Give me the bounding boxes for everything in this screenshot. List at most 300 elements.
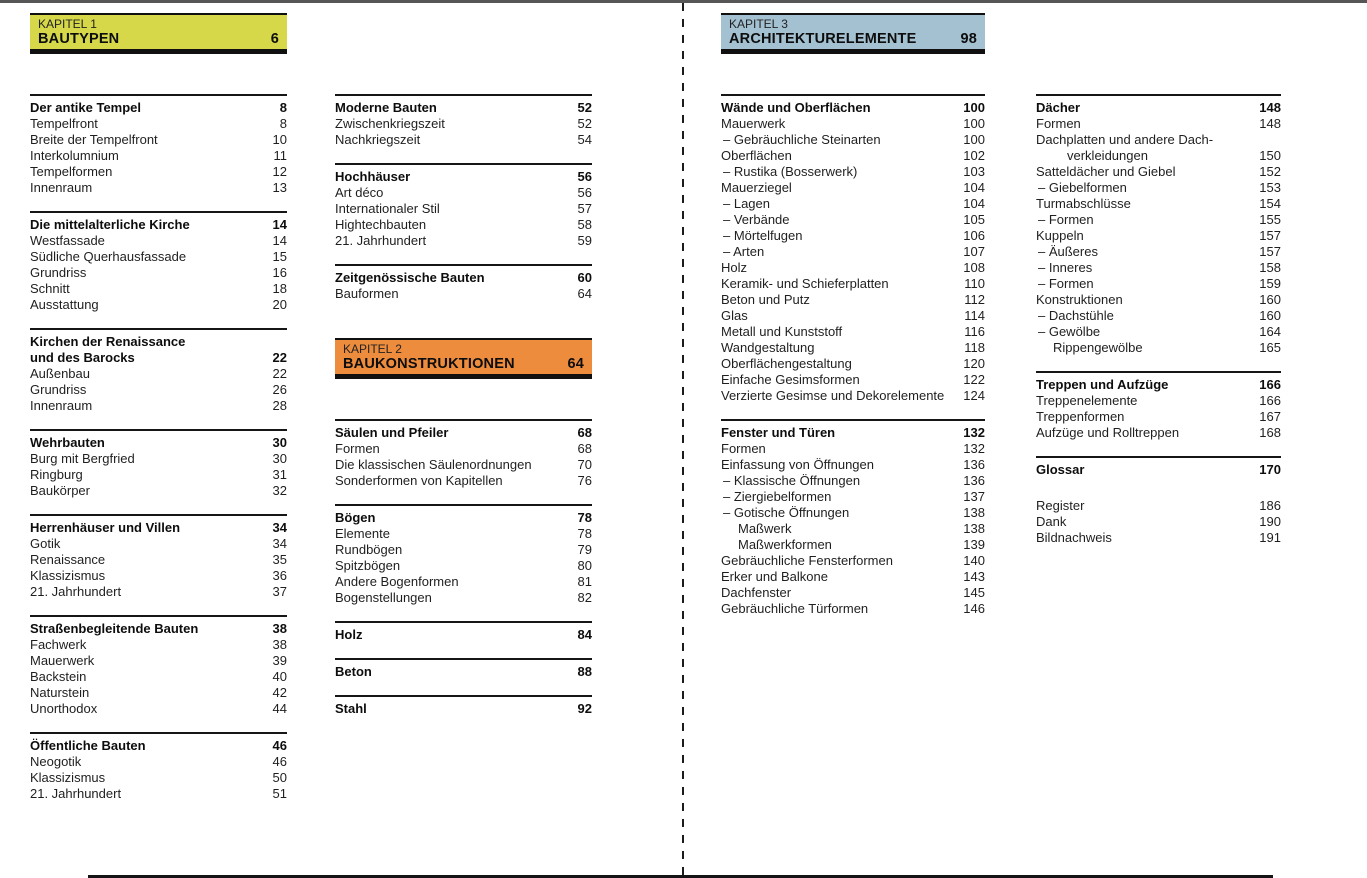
section-page-number: 22 xyxy=(272,350,287,365)
section-title-label: Treppen und Aufzüge xyxy=(1036,377,1169,392)
entry-page-number: 14 xyxy=(272,233,287,248)
entry-label: Die klassischen Säulenordnungen xyxy=(335,457,532,472)
toc-entry xyxy=(30,132,287,148)
entry-page-number: 34 xyxy=(272,536,287,551)
entry-page-number: 37 xyxy=(272,584,287,599)
toc-entry xyxy=(1036,530,1281,546)
entry-label: Grundriss xyxy=(30,265,87,280)
entry-page-number: 32 xyxy=(272,483,287,498)
section-page-number: 56 xyxy=(577,169,592,184)
entry-page-number: 56 xyxy=(577,185,592,200)
entry-label: – Gewölbe xyxy=(1038,324,1101,339)
toc-entry xyxy=(335,526,592,542)
toc-entry xyxy=(335,286,592,302)
entry-page-number: 28 xyxy=(272,398,287,413)
entry-page-number: 137 xyxy=(963,489,985,504)
toc-entry xyxy=(30,669,287,685)
entry-page-number: 168 xyxy=(1259,425,1281,440)
entry-label: 21. Jahrhundert xyxy=(30,786,122,801)
toc-section-heading xyxy=(30,621,287,637)
entry-label: – Lagen xyxy=(723,196,770,211)
entry-page-number: 150 xyxy=(1259,148,1281,163)
entry-page-number: 31 xyxy=(272,467,287,482)
toc-entry xyxy=(335,217,592,233)
toc-entry xyxy=(721,116,985,132)
entry-page-number: 50 xyxy=(272,770,287,785)
section-title-label: Kirchen der Renaissance xyxy=(30,334,186,349)
entry-label: Ausstattung xyxy=(30,297,99,312)
entry-label: Bogenstellungen xyxy=(335,590,432,605)
toc-column-1 xyxy=(30,13,287,802)
entry-label: Einfassung von Öffnungen xyxy=(721,457,874,472)
entry-page-number: 120 xyxy=(963,356,985,371)
section-title-label: Dächer xyxy=(1036,100,1081,115)
entry-label: Innenraum xyxy=(30,398,93,413)
section-title-label: Moderne Bauten xyxy=(335,100,437,115)
toc-entry xyxy=(30,281,287,297)
entry-page-number: 139 xyxy=(963,537,985,552)
toc-entry xyxy=(721,212,985,228)
entry-label: Bildnachweis xyxy=(1036,530,1112,545)
section-title-label: Säulen und Pfeiler xyxy=(335,425,449,440)
toc-section xyxy=(1036,371,1281,441)
entry-label: Zwischenkriegszeit xyxy=(335,116,445,131)
entry-label: Rundbögen xyxy=(335,542,403,557)
entry-label: Aufzüge und Rolltreppen xyxy=(1036,425,1180,440)
toc-column-3 xyxy=(721,13,985,617)
entry-label: 21. Jahrhundert xyxy=(335,233,427,248)
toc-entry xyxy=(721,505,985,521)
entry-label: Glas xyxy=(721,308,748,323)
toc-section xyxy=(1036,456,1281,478)
toc-entry xyxy=(30,552,287,568)
section-page-number: 92 xyxy=(577,701,592,716)
entry-page-number: 153 xyxy=(1259,180,1281,195)
chapter-title-label: BAUTYPEN xyxy=(38,31,120,47)
entry-label: Register xyxy=(1036,498,1085,513)
toc-entry xyxy=(1036,164,1281,180)
entry-page-number: 154 xyxy=(1259,196,1281,211)
entry-page-number: 64 xyxy=(577,286,592,301)
toc-section xyxy=(335,94,592,148)
entry-label: Dachplatten und andere Dach- xyxy=(1036,132,1214,147)
toc-entry xyxy=(1036,228,1281,244)
toc-section xyxy=(335,264,592,302)
entry-page-number: 8 xyxy=(279,116,287,131)
entry-page-number: 152 xyxy=(1259,164,1281,179)
entry-page-number: 164 xyxy=(1259,324,1281,339)
entry-page-number: 143 xyxy=(963,569,985,584)
entry-label: Spitzbögen xyxy=(335,558,401,573)
entry-label: Außenbau xyxy=(30,366,90,381)
section-page-number: 38 xyxy=(272,621,287,636)
entry-label: Formen xyxy=(721,441,766,456)
toc-entry xyxy=(335,116,592,132)
entry-page-number: 166 xyxy=(1259,393,1281,408)
toc-entry xyxy=(721,388,985,404)
entry-label: – Äußeres xyxy=(1038,244,1098,259)
entry-label: Kuppeln xyxy=(1036,228,1084,243)
entry-page-number: 70 xyxy=(577,457,592,472)
entry-page-number: 112 xyxy=(964,292,985,307)
entry-label: Gotik xyxy=(30,536,61,551)
entry-page-number: 100 xyxy=(963,116,985,131)
toc-section-heading xyxy=(1036,462,1281,478)
entry-page-number: 146 xyxy=(963,601,985,616)
toc-entry xyxy=(1036,148,1281,164)
entry-label: Mauerziegel xyxy=(721,180,792,195)
entry-label: Burg mit Bergfried xyxy=(30,451,135,466)
entry-page-number: 132 xyxy=(963,441,985,456)
toc-section-heading xyxy=(1036,377,1281,393)
section-page-number: 14 xyxy=(272,217,287,232)
toc-entry xyxy=(335,457,592,473)
entry-label: Rippengewölbe xyxy=(1053,340,1143,355)
section-title-label: Herrenhäuser und Villen xyxy=(30,520,181,535)
chapter-kicker-label: KAPITEL 2 xyxy=(343,342,402,356)
entry-page-number: 157 xyxy=(1259,228,1281,243)
chapter-header xyxy=(335,338,592,379)
toc-column-4 xyxy=(1036,13,1281,546)
toc-entry xyxy=(721,308,985,324)
toc-entry xyxy=(30,685,287,701)
toc-entry xyxy=(30,786,287,802)
entry-label: Metall und Kunststoff xyxy=(721,324,843,339)
entry-page-number: 58 xyxy=(577,217,592,232)
entry-label: Schnitt xyxy=(30,281,70,296)
toc-section xyxy=(721,419,985,617)
toc-section-heading xyxy=(335,510,592,526)
section-title-label: Zeitgenössische Bauten xyxy=(335,270,485,285)
entry-label: Formen xyxy=(335,441,380,456)
toc-entry xyxy=(335,233,592,249)
entry-label: Dachfenster xyxy=(721,585,792,600)
toc-entry xyxy=(721,276,985,292)
section-page-number: 46 xyxy=(272,738,287,753)
entry-page-number: 106 xyxy=(963,228,985,243)
toc-entry xyxy=(721,537,985,553)
entry-label: Beton und Putz xyxy=(721,292,810,307)
entry-label: Konstruktionen xyxy=(1036,292,1123,307)
entry-page-number: 124 xyxy=(963,388,985,403)
entry-label: Backstein xyxy=(30,669,87,684)
toc-entry xyxy=(721,521,985,537)
entry-label: Gebräuchliche Türformen xyxy=(721,601,869,616)
entry-page-number: 39 xyxy=(272,653,287,668)
section-page-number: 34 xyxy=(272,520,287,535)
entry-page-number: 155 xyxy=(1259,212,1281,227)
entry-label: Tempelfront xyxy=(30,116,98,131)
toc-entry xyxy=(1036,514,1281,530)
entry-label: Erker und Balkone xyxy=(721,569,828,584)
toc-section-heading xyxy=(335,627,592,643)
entry-page-number: 57 xyxy=(577,201,592,216)
toc-entry xyxy=(1036,276,1281,292)
entry-page-number: 114 xyxy=(964,308,985,323)
toc-section xyxy=(335,658,592,680)
toc-entry xyxy=(30,637,287,653)
entry-label: Dank xyxy=(1036,514,1067,529)
toc-section-heading xyxy=(1036,100,1281,116)
toc-section-heading xyxy=(335,169,592,185)
section-title-label: und des Barocks xyxy=(30,350,135,365)
toc-section xyxy=(1036,94,1281,356)
chapter-header xyxy=(721,13,985,54)
entry-label: Interkolumnium xyxy=(30,148,119,163)
entry-page-number: 22 xyxy=(272,366,287,381)
entry-page-number: 78 xyxy=(577,526,592,541)
entry-page-number: 160 xyxy=(1259,308,1281,323)
entry-label: Internationaler Stil xyxy=(335,201,440,216)
entry-label: Oberflächen xyxy=(721,148,792,163)
entry-label: Ringburg xyxy=(30,467,83,482)
entry-page-number: 116 xyxy=(964,324,985,339)
toc-section xyxy=(335,504,592,606)
toc-entry xyxy=(1036,324,1281,340)
toc-section xyxy=(335,621,592,643)
toc-entry xyxy=(721,601,985,617)
entry-label: Unorthodox xyxy=(30,701,98,716)
toc-entry xyxy=(30,701,287,717)
entry-label: Klassizismus xyxy=(30,568,106,583)
entry-label: Maßwerkformen xyxy=(738,537,832,552)
entry-label: Mauerwerk xyxy=(30,653,95,668)
entry-label: – Ziergiebelformen xyxy=(723,489,832,504)
toc-entry xyxy=(335,574,592,590)
section-title-label: Hochhäuser xyxy=(335,169,411,184)
toc-entry xyxy=(30,164,287,180)
toc-section-heading xyxy=(335,425,592,441)
toc-entry xyxy=(721,292,985,308)
toc-entry xyxy=(335,201,592,217)
entry-label: Treppenelemente xyxy=(1036,393,1138,408)
entry-page-number: 108 xyxy=(963,260,985,275)
toc-entry xyxy=(30,116,287,132)
toc-entry xyxy=(30,148,287,164)
entry-page-number: 190 xyxy=(1259,514,1281,529)
toc-entry xyxy=(30,584,287,600)
toc-entry xyxy=(721,132,985,148)
toc-section-heading xyxy=(30,334,287,350)
toc-entry xyxy=(30,770,287,786)
toc-entry xyxy=(1036,244,1281,260)
entry-label: Baukörper xyxy=(30,483,90,498)
entry-page-number: 122 xyxy=(963,372,985,387)
entry-label: – Rustika (Bosserwerk) xyxy=(723,164,858,179)
toc-entry xyxy=(721,148,985,164)
section-page-number: 84 xyxy=(577,627,592,642)
toc-entry xyxy=(30,180,287,196)
toc-entry xyxy=(30,398,287,414)
entry-label: Fachwerk xyxy=(30,637,87,652)
section-page-number: 30 xyxy=(272,435,287,450)
section-page-number: 8 xyxy=(279,100,287,115)
entry-page-number: 20 xyxy=(272,297,287,312)
entry-page-number: 51 xyxy=(272,786,287,801)
toc-entry xyxy=(335,590,592,606)
toc-entry xyxy=(1036,260,1281,276)
chapter-title-row xyxy=(38,31,279,47)
toc-entry xyxy=(721,164,985,180)
entry-page-number: 136 xyxy=(963,457,985,472)
entry-label: Oberflächengestaltung xyxy=(721,356,852,371)
toc-entry xyxy=(1036,425,1281,441)
entry-page-number: 12 xyxy=(272,164,287,179)
entry-page-number: 79 xyxy=(577,542,592,557)
entry-page-number: 145 xyxy=(963,585,985,600)
toc-entry xyxy=(335,185,592,201)
entry-label: Westfassade xyxy=(30,233,105,248)
entry-label: verkleidungen xyxy=(1067,148,1148,163)
section-title-label: Beton xyxy=(335,664,372,679)
entry-label: – Giebelformen xyxy=(1038,180,1127,195)
toc-section-heading xyxy=(335,270,592,286)
section-page-number: 170 xyxy=(1259,462,1281,477)
toc-entry xyxy=(1036,340,1281,356)
toc-section xyxy=(335,695,592,717)
entry-label: – Klassische Öffnungen xyxy=(723,473,861,488)
entry-label: Neogotik xyxy=(30,754,82,769)
entry-page-number: 76 xyxy=(577,473,592,488)
toc-entry xyxy=(335,542,592,558)
chapter-title-label: BAUKONSTRUKTIONEN xyxy=(343,356,515,372)
entry-page-number: 46 xyxy=(272,754,287,769)
chapter-title-label: ARCHITEKTURELEMENTE xyxy=(729,31,917,47)
entry-page-number: 191 xyxy=(1259,530,1281,545)
toc-entry xyxy=(721,196,985,212)
entry-label: Südliche Querhausfassade xyxy=(30,249,187,264)
toc-entry xyxy=(30,249,287,265)
toc-section-heading xyxy=(721,425,985,441)
entry-label: Art déco xyxy=(335,185,384,200)
entry-page-number: 105 xyxy=(963,212,985,227)
entry-label: – Mörtelfugen xyxy=(723,228,803,243)
entry-label: Tempelformen xyxy=(30,164,113,179)
toc-entry xyxy=(30,467,287,483)
toc-entry xyxy=(721,473,985,489)
entry-label: Satteldächer und Giebel xyxy=(1036,164,1176,179)
entry-page-number: 40 xyxy=(272,669,287,684)
toc-section-heading xyxy=(30,738,287,754)
entry-page-number: 100 xyxy=(963,132,985,147)
entry-label: – Dachstühle xyxy=(1038,308,1114,323)
section-title-label: Der antike Tempel xyxy=(30,100,142,115)
toc-entry xyxy=(721,228,985,244)
toc-entry xyxy=(1036,498,1281,514)
entry-page-number: 103 xyxy=(963,164,985,179)
entry-page-number: 118 xyxy=(964,340,985,355)
entry-page-number: 102 xyxy=(963,148,985,163)
entry-label: Keramik- und Schieferplatten xyxy=(721,276,889,291)
entry-page-number: 82 xyxy=(577,590,592,605)
toc-entry xyxy=(1036,393,1281,409)
toc-section xyxy=(30,514,287,600)
toc-entry xyxy=(30,382,287,398)
section-title-label: Straßenbegleitende Bauten xyxy=(30,621,199,636)
toc-section xyxy=(1036,493,1281,546)
toc-entry xyxy=(1036,292,1281,308)
toc-entry xyxy=(335,558,592,574)
toc-entry xyxy=(335,441,592,457)
toc-section xyxy=(30,211,287,313)
toc-entry xyxy=(30,233,287,249)
section-title-label: Holz xyxy=(335,627,363,642)
toc-entry xyxy=(30,653,287,669)
entry-label: Turmabschlüsse xyxy=(1036,196,1131,211)
toc-entry xyxy=(1036,308,1281,324)
entry-label: Naturstein xyxy=(30,685,90,700)
entry-page-number: 30 xyxy=(272,451,287,466)
entry-page-number: 148 xyxy=(1259,116,1281,131)
toc-section-heading xyxy=(335,701,592,717)
entry-label: – Gebräuchliche Steinarten xyxy=(723,132,881,147)
entry-label: – Formen xyxy=(1038,212,1094,227)
entry-page-number: 159 xyxy=(1259,276,1281,291)
entry-label: Innenraum xyxy=(30,180,93,195)
section-page-number: 88 xyxy=(577,664,592,679)
entry-page-number: 26 xyxy=(272,382,287,397)
toc-entry xyxy=(30,265,287,281)
section-page-number: 100 xyxy=(963,100,985,115)
entry-label: Sonderformen von Kapitellen xyxy=(335,473,503,488)
entry-label: Gebräuchliche Fensterformen xyxy=(721,553,893,568)
entry-page-number: 140 xyxy=(963,553,985,568)
chapter-header xyxy=(30,13,287,54)
entry-page-number: 10 xyxy=(272,132,287,147)
section-title-label: Fenster und Türen xyxy=(721,425,836,440)
toc-section xyxy=(335,163,592,249)
toc-entry xyxy=(30,451,287,467)
toc-entry xyxy=(721,441,985,457)
toc-section xyxy=(30,429,287,499)
entry-page-number: 52 xyxy=(577,116,592,131)
entry-page-number: 167 xyxy=(1259,409,1281,424)
toc-section xyxy=(30,94,287,196)
entry-page-number: 38 xyxy=(272,637,287,652)
toc-entry xyxy=(1036,132,1281,148)
page-divider-dashed-line xyxy=(682,3,684,878)
entry-label: – Gotische Öffnungen xyxy=(723,505,850,520)
entry-page-number: 104 xyxy=(963,196,985,211)
entry-page-number: 165 xyxy=(1259,340,1281,355)
toc-entry xyxy=(721,372,985,388)
entry-label: Andere Bogenformen xyxy=(335,574,459,589)
entry-page-number: 104 xyxy=(963,180,985,195)
entry-label: Wandgestaltung xyxy=(721,340,815,355)
entry-label: Elemente xyxy=(335,526,390,541)
entry-page-number: 35 xyxy=(272,552,287,567)
toc-section xyxy=(721,94,985,404)
entry-page-number: 13 xyxy=(272,180,287,195)
toc-entry xyxy=(721,489,985,505)
section-page-number: 132 xyxy=(963,425,985,440)
section-title-label: Stahl xyxy=(335,701,367,716)
toc-section-heading xyxy=(335,664,592,680)
toc-entry xyxy=(335,132,592,148)
entry-label: – Inneres xyxy=(1038,260,1093,275)
section-page-number: 68 xyxy=(577,425,592,440)
entry-page-number: 54 xyxy=(577,132,592,147)
entry-page-number: 68 xyxy=(577,441,592,456)
entry-label: – Verbände xyxy=(723,212,790,227)
toc-section xyxy=(30,732,287,802)
section-title-label: Wände und Oberflächen xyxy=(721,100,871,115)
entry-page-number: 15 xyxy=(272,249,287,264)
entry-label: – Formen xyxy=(1038,276,1094,291)
entry-page-number: 44 xyxy=(272,701,287,716)
toc-entry xyxy=(1036,196,1281,212)
toc-entry xyxy=(1036,409,1281,425)
